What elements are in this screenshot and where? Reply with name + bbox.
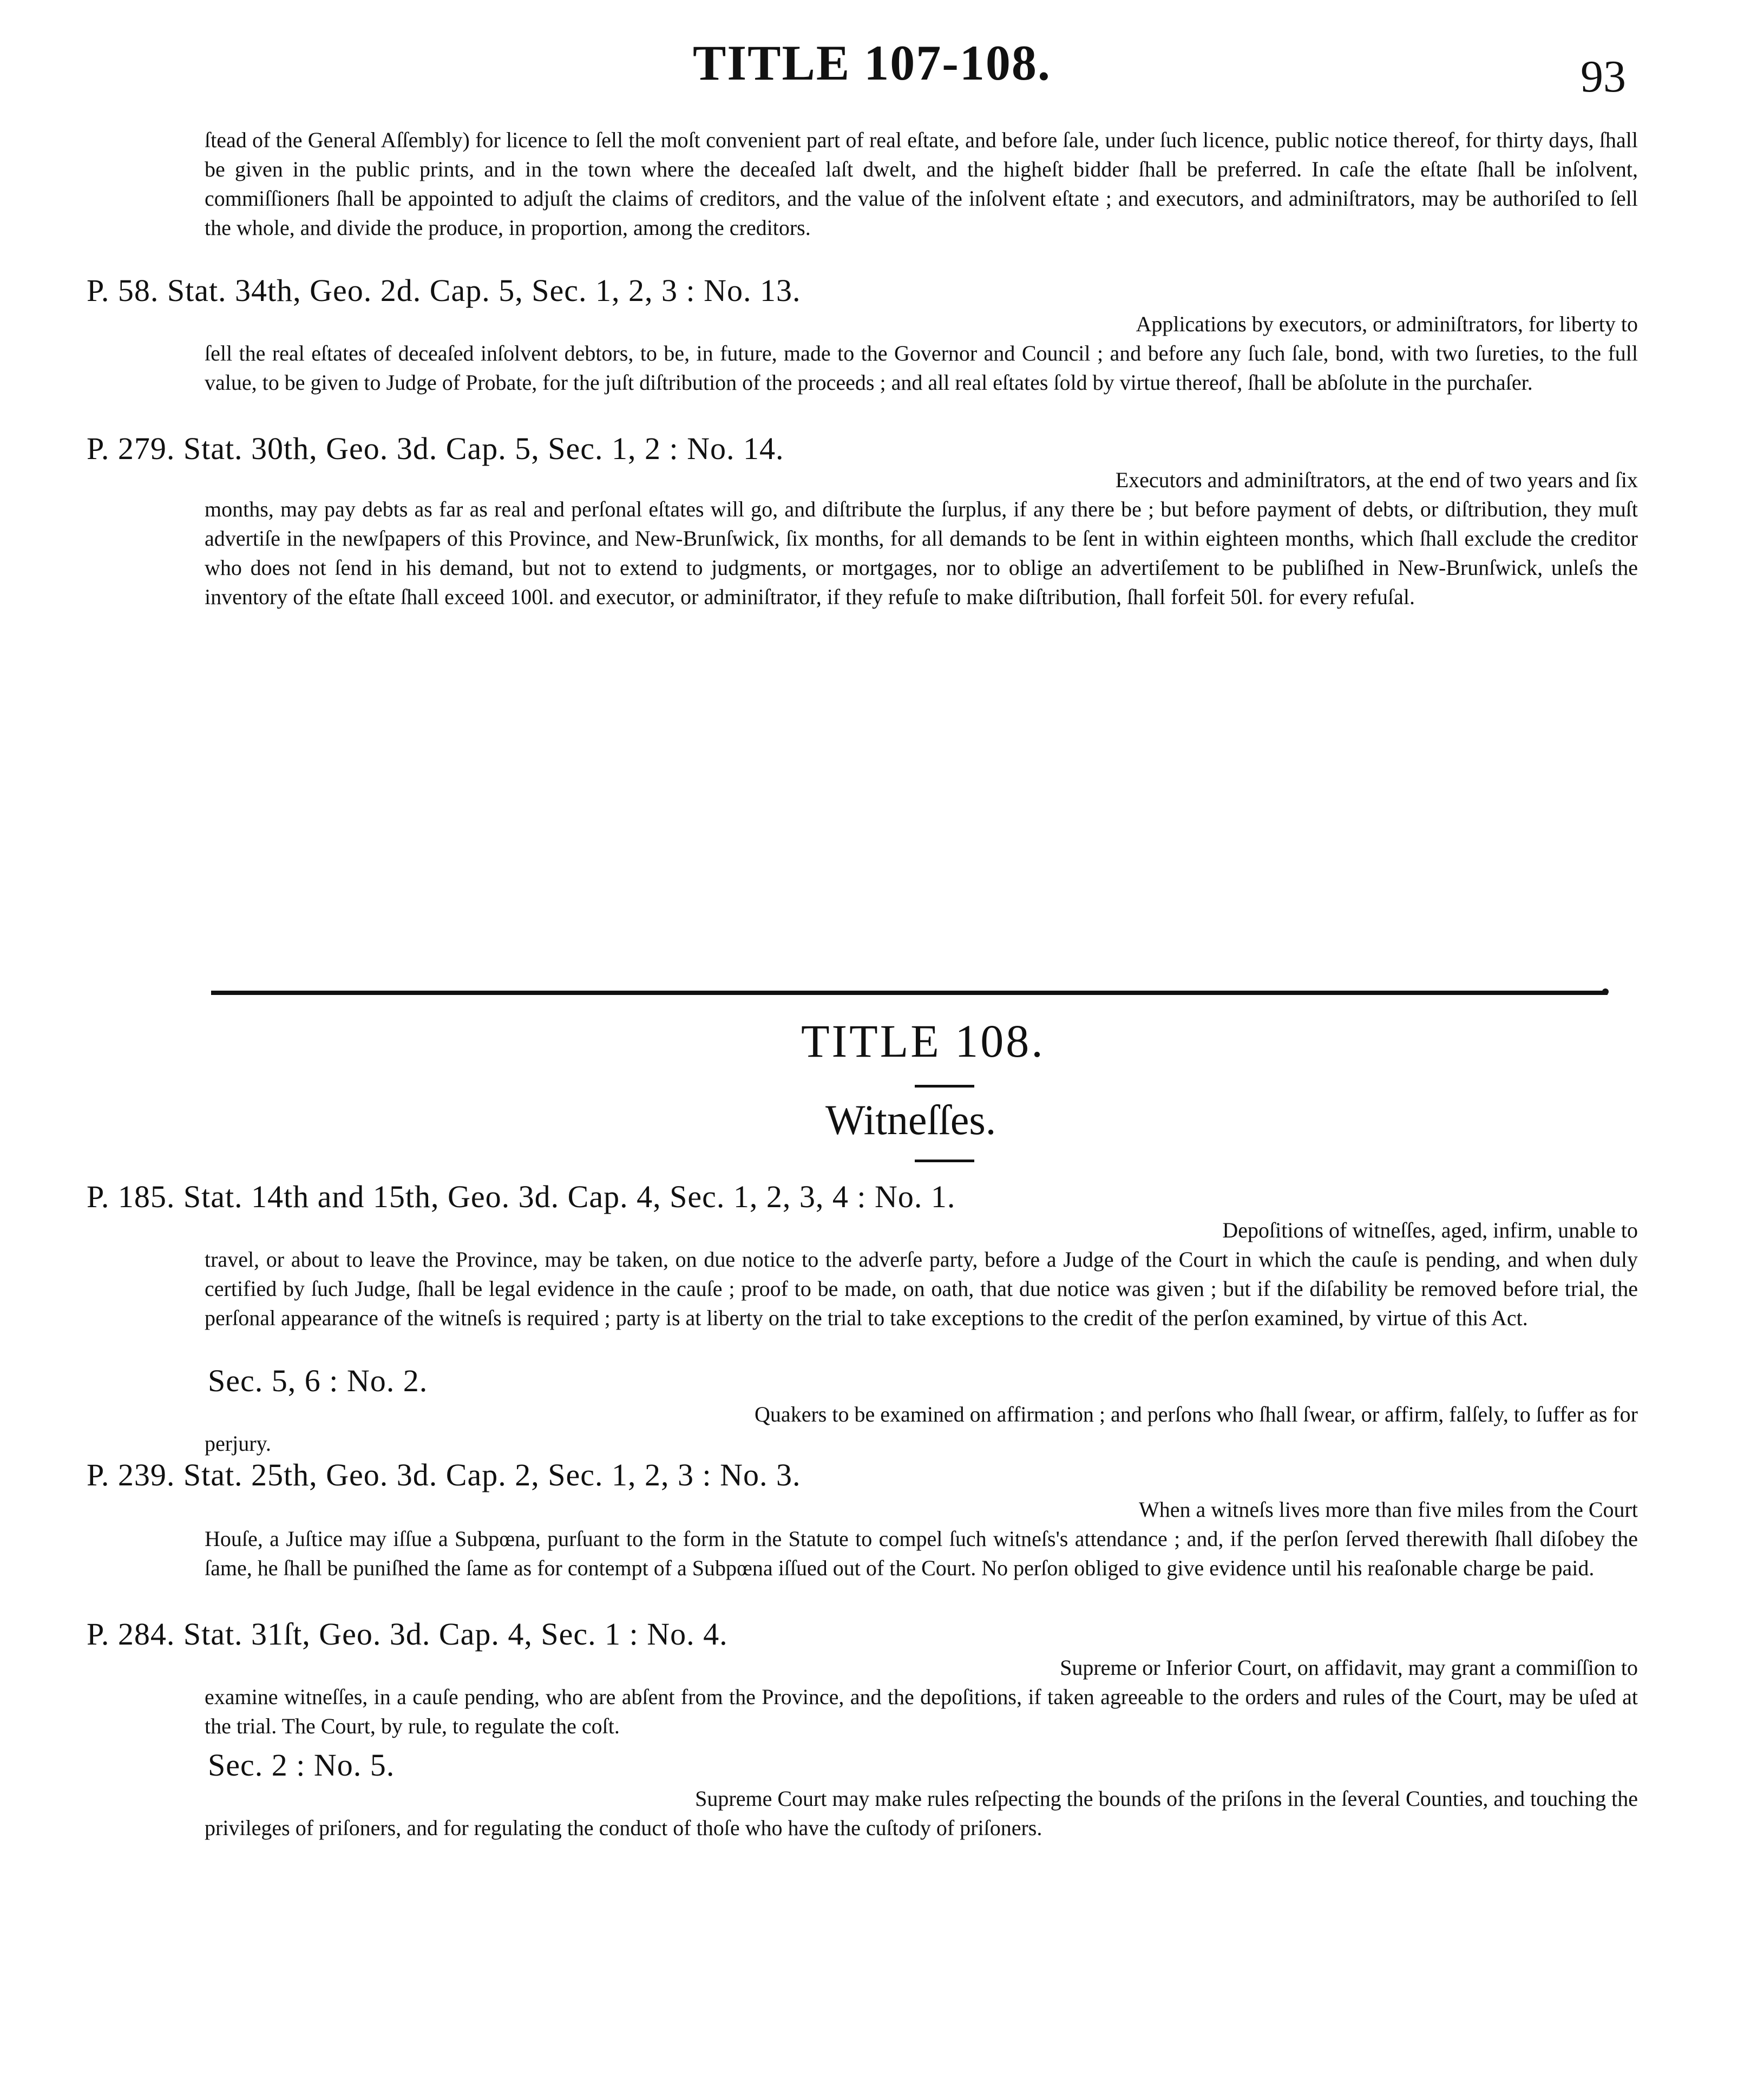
summary-lead: Executors and adminiſtrators, at the end of two years and ſix [1115, 468, 1638, 492]
summary-lead: Supreme or Inferior Court, on affidavit, may grant a commiſſion to [1060, 1655, 1638, 1680]
summary-body: Houſe, a Juſtice may iſſue a Subpœna, purſuant to the form in the Statute to compel ſuch witneſs's attendance ; and, if the perſon ſerved therewith ſhall diſobey the ſame, he ſhall be puniſhed the ſame as for contempt of a Subpœna iſſued out of the Court. No perſon obliged to give evidence until his reaſonable charge be paid. [205, 1527, 1638, 1580]
statute-citation: P. 279. Stat. 30th, Geo. 3d. Cap. 5, Sec. 1, 2 : No. 14. [87, 431, 784, 466]
page-number: 93 [1581, 51, 1626, 102]
summary-lead: Applications by executors, or adminiſtrators, for liberty to [1136, 312, 1638, 336]
paragraph-text: ſtead of the General Aſſembly) for licence to ſell the moſt convenient part of real eſtate, and before ſale, under ſuch licence, public notice thereof, for thirty days, ſhall be given in the public prints, and in the town where the deceaſed laſt dwelt, and the higheſt bidder ſhall be preferred. In caſe the eſtate ſhall be inſolvent, commiſſioners ſhall be appointed to adjuſt the claims of creditors, and the value of the inſolvent eſtate ; and executors, and adminiſtrators, may be authoriſed to ſell the whole, and divide the produce, in proportion, among the creditors. [205, 128, 1638, 240]
section-citation: Sec. 2 : No. 5. [208, 1747, 395, 1783]
statute-summary [205, 310, 1638, 397]
summary-body: ſell the real eſtates of deceaſed inſolvent debtors, to be, in future, made to the Governor and Council ; and before any ſuch ſale, bond, with two ſureties, to the full value, to be given to Judge of Probate, for the juſt diſtribution of the proceeds ; and all real eſtates ſold by virtue thereof, ſhall be abſolute in the purchaſer. [205, 341, 1638, 395]
statute-citation: P. 239. Stat. 25th, Geo. 3d. Cap. 2, Sec. 1, 2, 3 : No. 3. [87, 1457, 801, 1492]
statute-summary [205, 466, 1638, 612]
summary-body: months, may pay debts as far as real and perſonal eſtates will go, and diſtribute the ſurplus, if any there be ; but before payment of debts, or diſtribution, they muſt advertiſe in the newſpapers of this Province, and New-Brunſwick, ſix months, for all demands to be ſent in within eighteen months, which ſhall exclude the creditor who does not ſend in his demand, but not to extend to judgments, or mortgages, nor to oblige an advertiſement to be publiſhed in New-Brunſwick, unleſs the inventory of the eſtate ſhall exceed 100l. and executor, or adminiſtrator, if they refuſe to make diſtribution, ſhall forfeit 50l. for every refuſal. [205, 497, 1638, 609]
section-title: TITLE 108. [801, 1015, 1045, 1067]
subject-underline [915, 1160, 974, 1162]
section-subject: Witneſſes. [825, 1096, 996, 1143]
statute-summary [205, 1216, 1638, 1333]
section-citation: Sec. 5, 6 : No. 2. [208, 1363, 428, 1398]
summary-body: travel, or about to leave the Province, may be taken, on due notice to the adverſe party, before a Judge of the Court in which the cauſe is pending, and when duly certified by ſuch Judge, ſhall be legal evidence in the cauſe ; proof to be made, on oath, that due notice was given ; but if the diſability be removed before trial, the perſonal appearance of the witneſs is required ; party is at liberty on the trial to take exceptions to the credit of the perſon examined, by virtue of this Act. [205, 1247, 1638, 1330]
summary-lead: When a witneſs lives more than five miles from the Court [1139, 1497, 1638, 1522]
statute-summary [205, 1784, 1638, 1843]
summary-lead: Quakers to be examined on affirmation ; and perſons who ſhall ſwear, or affirm, falſely, to ſuffer as for [755, 1402, 1638, 1426]
summary-body: privileges of priſoners, and for regulating the conduct of thoſe who have the cuſtody of priſoners. [205, 1816, 1042, 1840]
rule-end-dot [1602, 988, 1609, 995]
statute-summary [205, 1495, 1638, 1583]
summary-body: examine witneſſes, in a cauſe pending, who are abſent from the Province, and the depoſitions, if taken agreeable to the orders and rules of the Court, may be uſed at the trial. The Court, by rule, to regulate the coſt. [205, 1685, 1638, 1738]
statute-citation: P. 284. Stat. 31ſt, Geo. 3d. Cap. 4, Sec. 1 : No. 4. [87, 1616, 728, 1652]
summary-lead: Supreme Court may make rules reſpecting the bounds of the priſons in the ſeveral Counties, and touching the [695, 1786, 1638, 1811]
statute-summary [205, 1400, 1638, 1458]
statute-citation: P. 185. Stat. 14th and 15th, Geo. 3d. Cap. 4, Sec. 1, 2, 3, 4 : No. 1. [87, 1179, 956, 1214]
section-rule [211, 991, 1608, 995]
running-title: TITLE 107-108. [693, 35, 1051, 90]
continued-paragraph [205, 126, 1638, 243]
title-underline [915, 1085, 974, 1088]
summary-body: perjury. [205, 1431, 271, 1456]
statute-citation: P. 58. Stat. 34th, Geo. 2d. Cap. 5, Sec. 1, 2, 3 : No. 13. [87, 273, 801, 308]
summary-lead: Depoſitions of witneſſes, aged, infirm, unable to [1222, 1218, 1638, 1242]
statute-summary [205, 1653, 1638, 1741]
